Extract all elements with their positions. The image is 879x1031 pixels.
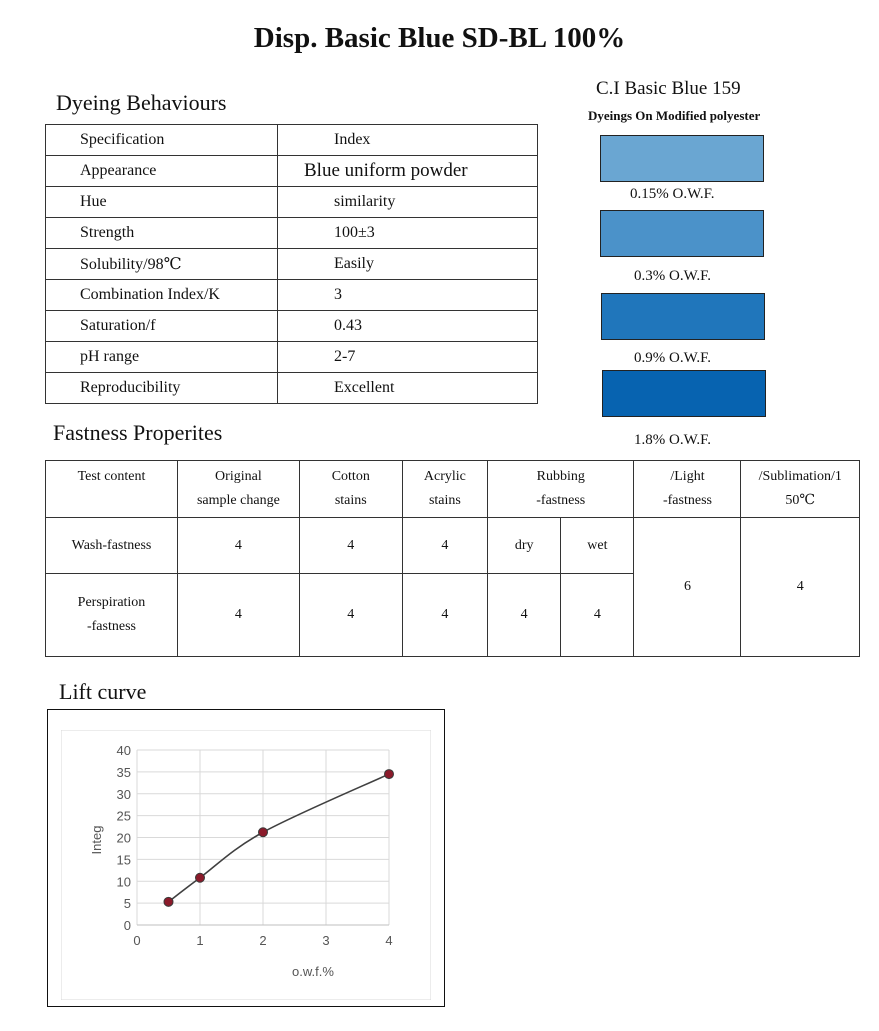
table-cell: 4 [561,574,634,657]
table-cell: Blue uniform powder [278,156,538,187]
cell-text: Rubbing [536,469,585,484]
table-cell: 4 [299,574,402,657]
table-cell: 0.43 [278,311,538,342]
table-cell: 4 [299,518,402,574]
table-cell: pH range [46,342,278,373]
color-swatch [600,135,764,182]
cell-text: -fastness [662,493,712,508]
table-cell: 6 [634,518,741,657]
table-cell: similarity [278,187,538,218]
cell-text: sample change [196,493,280,508]
swatch-label: 0.9% O.W.F. [634,350,711,366]
cell-text: Test content [77,469,146,484]
table-cell: 4 [177,574,299,657]
swatch-label: 0.15% O.W.F. [630,186,715,202]
table-cell: 4 [402,574,487,657]
cell-text: Original [215,469,262,484]
data-point [196,873,205,882]
x-tick-label: 3 [322,933,330,948]
cell-text: stains [428,493,461,508]
table-cell [402,461,487,518]
y-tick-label: 35 [116,764,131,780]
table-cell: Specification [46,125,278,156]
table-cell: 4 [741,518,860,657]
color-swatch [601,293,765,340]
table-cell: 4 [177,518,299,574]
y-axis-title: Integ [89,825,104,855]
table-cell: Excellent [278,373,538,404]
table-cell [46,461,178,518]
table-cell: Saturation/f [46,311,278,342]
table-cell [299,461,402,518]
table-row [46,125,538,156]
data-point [385,770,394,779]
color-swatch [600,210,764,257]
table-row [46,156,538,187]
x-tick-label: 0 [133,933,141,948]
cell-text: /Sublimation/1 [758,469,842,484]
table-cell [46,574,178,657]
x-tick-label: 4 [385,933,393,948]
lift-curve-heading: Lift curve [59,679,147,704]
table-cell: 100±3 [278,218,538,249]
table-cell: 4 [488,574,561,657]
table-row [46,518,860,574]
swatch-label: 1.8% O.W.F. [634,432,711,448]
table-cell [741,461,860,518]
x-tick-label: 1 [196,933,204,948]
y-tick-label: 0 [123,918,131,933]
fastness-heading: Fastness Properites [53,420,223,445]
color-swatch [602,370,766,417]
cell-text: Cotton [331,469,370,484]
table-cell: Index [278,125,538,156]
y-tick-label: 25 [116,808,131,824]
table-cell: 3 [278,280,538,311]
x-tick-label: 2 [259,933,267,948]
table-cell: dry [488,518,561,574]
swatch-label: 0.3% O.W.F. [634,268,711,284]
table-row [46,311,538,342]
y-tick-label: 10 [116,874,131,890]
table-cell: Easily [278,249,538,280]
cell-text: -fastness [536,493,586,508]
table-cell: wet [561,518,634,574]
x-axis-title: o.w.f.% [292,964,334,979]
cell-text: 50℃ [785,493,816,508]
table-cell [488,461,634,518]
cell-text: Perspiration [77,595,146,610]
dyeing-heading: Dyeing Behaviours [56,90,227,115]
y-tick-label: 15 [116,852,131,868]
page-title: Disp. Basic Blue SD-BL 100% [253,22,626,54]
table-row [46,187,538,218]
table-cell: Wash-fastness [46,518,178,574]
table-cell: Combination Index/K [46,280,278,311]
table-row [46,461,860,518]
table-cell: Hue [46,187,278,218]
table-cell: Solubility/98℃ [46,249,278,280]
table-row [46,280,538,311]
table-row [46,249,538,280]
table-row [46,342,538,373]
y-tick-label: 20 [116,830,131,846]
cell-text: Acrylic [423,469,466,484]
table-cell: 4 [402,518,487,574]
table-row [46,373,538,404]
data-point [164,897,173,906]
table-cell: Appearance [46,156,278,187]
y-tick-label: 40 [116,743,131,758]
fastness-table [45,460,860,657]
table-cell: Strength [46,218,278,249]
table-cell [177,461,299,518]
y-tick-label: 30 [116,786,131,802]
y-tick-label: 5 [123,896,131,912]
table-row [46,218,538,249]
swatch-caption: C.I Basic Blue 159 [596,78,741,99]
lift-curve-chart [61,730,431,1000]
table-cell: Reproducibility [46,373,278,404]
dyeing-table [45,124,538,404]
data-point [259,828,268,837]
cell-text: /Light [670,469,705,484]
cell-text: stains [334,493,367,508]
swatch-subcaption: Dyeings On Modified polyester [588,108,761,123]
cell-text: -fastness [86,619,136,634]
table-cell: 2-7 [278,342,538,373]
table-cell [634,461,741,518]
